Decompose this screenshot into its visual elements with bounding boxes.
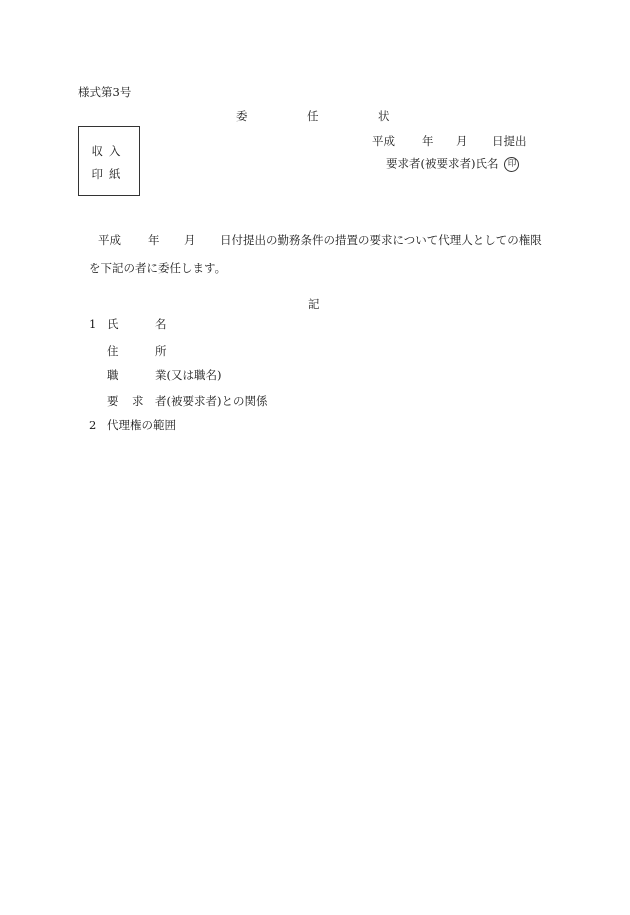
seal-mark: 印 <box>504 157 519 172</box>
item2-number: 2 <box>89 418 97 432</box>
ki-heading: 記 <box>308 297 320 311</box>
item-relation-char-1: 要 <box>107 394 119 408</box>
item-occupation-char-1: 職 <box>107 368 119 382</box>
body-month: 月 <box>184 233 196 247</box>
date-era: 平成 <box>372 134 395 148</box>
item-address-char-1: 住 <box>107 344 119 358</box>
body-text-line-2: を下記の者に委任します。 <box>89 261 227 275</box>
body-era: 平成 <box>98 233 121 247</box>
item2-label: 代理権の範囲 <box>107 418 176 432</box>
body-rest: 日付提出の勤務条件の措置の要求について代理人としての権限 <box>220 233 542 247</box>
item-name-char-2: 名 <box>155 317 167 331</box>
date-year: 年 <box>422 134 434 148</box>
stamp-label-1: 収入 <box>91 144 127 158</box>
requester-label: 要求者(被要求者)氏名 <box>386 156 499 171</box>
form-number: 様式第3号 <box>78 85 132 99</box>
title-char-1: 委 <box>236 109 248 123</box>
revenue-stamp-box <box>78 126 140 196</box>
title-char-2: 任 <box>307 109 319 123</box>
item-name-char-1: 氏 <box>107 317 119 331</box>
title-char-3: 状 <box>378 109 390 123</box>
item-address-char-2: 所 <box>155 344 167 358</box>
item-relation-rest: 者(被要求者)との関係 <box>155 394 268 408</box>
stamp-label-2: 印紙 <box>91 167 127 181</box>
body-year: 年 <box>148 233 160 247</box>
item1-number: 1 <box>89 317 97 331</box>
date-submit: 日提出 <box>492 134 527 148</box>
item-occupation-rest: 業(又は職名) <box>155 368 222 382</box>
item-relation-char-2: 求 <box>132 394 144 408</box>
date-month: 月 <box>456 134 468 148</box>
requester-signature-line <box>386 157 519 172</box>
